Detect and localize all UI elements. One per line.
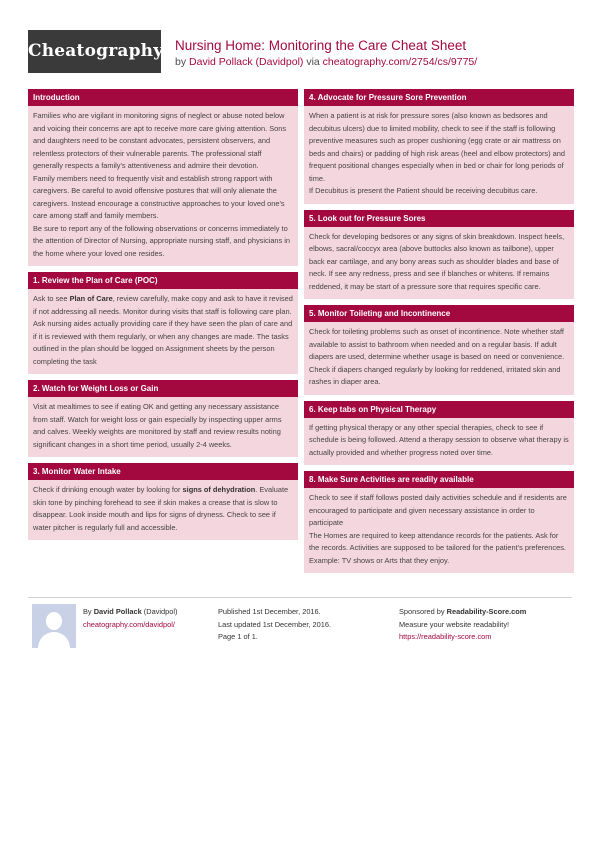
sponsor-link[interactable]: https://readability-score.com [399, 632, 492, 641]
avatar [32, 604, 76, 648]
text-run: Ask to see [33, 294, 70, 303]
section-body [304, 106, 574, 204]
text-run: , review carefully, make copy and ask to have it revised if not addressing all needs. Monitor during visits that staff is following care plan. Ask nursing aides actually providing care if they have seen the plan of care and if it is reviewed with them regularly, or when any changes are made. The tasks outlined in the plan should be logged on Assignment sheets by the person completing the task [33, 294, 293, 366]
sponsor-line [399, 606, 526, 619]
pressure-sores-text: Check for developing bedsores or any signs of skin breakdown. Inspect heels, elbows, sacral/coccyx area (above buttocks also known as tailbone), upper back ear cartilage, and any bony areas such as shoulder blades and base of neck. If see any redness, press and see if blanches or whitens. If remains reddened, it may be start of a pressure sore that requires specific care. [309, 231, 565, 291]
section-heading: 4. Advocate for Pressure Sore Prevention [304, 89, 574, 106]
footer-dates [218, 606, 331, 644]
author-link[interactable]: David Pollack (Davidpol) [189, 56, 304, 68]
published-date: Published 1st December, 2016. [218, 607, 321, 616]
section-heading: 5. Look out for Pressure Sores [304, 210, 574, 227]
section-heading: 8. Make Sure Activities are readily available [304, 471, 574, 488]
section-plan-of-care [28, 272, 298, 374]
text-run: By [83, 607, 94, 616]
page-footer [28, 597, 572, 652]
byline-prefix: by [175, 56, 190, 68]
section-body [28, 397, 298, 457]
section-body [28, 480, 298, 540]
sheet-url-link[interactable]: cheatography.com/2754/cs/9775/ [322, 56, 478, 68]
section-physical-therapy [304, 401, 574, 466]
right-column [304, 89, 574, 579]
intro-paragraph-2: Family members need to frequently visit and establish strong rapport with caregivers. Be careful to avoid offensive postures that will only alienate the caregivers. Instead encourage a constructive approaches to your loved one's care among staff and family members. [33, 173, 285, 220]
footer-sponsor [399, 606, 526, 644]
text-run: Sponsored by [399, 607, 447, 616]
section-heading: 5. Monitor Toileting and Incontinence [304, 305, 574, 322]
text-run: . Evaluate skin tone by pinching forehead to see if skin makes a crease that is slow to disappear. Look inside mouth and lips for signs of dryness. Check to see if water pitcher is regularly full and accessible. [33, 485, 289, 532]
byline-via: via [303, 56, 323, 68]
updated-date: Last updated 1st December, 2016. [218, 619, 331, 629]
water-intake-text [33, 484, 293, 534]
prevention-paragraph-2: If Decubitus is present the Patient should be receiving decubitus care. [309, 186, 538, 195]
footer-author-line [83, 606, 177, 619]
intro-paragraph-3: Be sure to report any of the following observations or concerns immediately to the attention of Director of Nursing, appropriate nursing staff, and physicians in the home where your loved one resides. [33, 223, 291, 258]
weight-text: Visit at mealtimes to see if eating OK and getting any necessary assistance from staff. Watch for weight loss or gain especially by inspecting upper arms and calves. Weekly weights are monitored by staff and review results noting significant changes in a short time period, usually 2-4 weeks. [33, 402, 282, 449]
section-body [28, 289, 298, 374]
bold-term: signs of dehydration [182, 485, 256, 494]
section-pressure-sore-prevention [304, 89, 574, 204]
section-heading: Introduction [28, 89, 298, 106]
activities-paragraph-2: The Homes are required to keep attendance records for the patients. Ask for the records. Activities are supposed to be tailored for the patient's preferences. Example: TV shows or Arts that they enjoy. [309, 530, 566, 565]
section-heading: 1. Review the Plan of Care (POC) [28, 272, 298, 289]
page-header [28, 30, 572, 74]
section-body [304, 418, 574, 466]
sponsor-tagline: Measure your website readability! [399, 619, 510, 629]
section-toileting [304, 305, 574, 395]
section-body [28, 106, 298, 266]
section-pressure-sores [304, 210, 574, 300]
author-profile-link[interactable]: cheatography.com/davidpol/ [83, 619, 175, 629]
byline [175, 56, 477, 68]
cheatography-logo[interactable]: Cheatography [28, 30, 161, 73]
activities-paragraph-1: Check to see if staff follows posted daily activities schedule and if residents are encouraged to participate and given necessary assistance in order to participate [309, 493, 567, 527]
avatar-head-shape [46, 612, 62, 630]
toileting-text: Check for toileting problems such as onset of incontinence. Note whether staff available to assist to bathroom when needed and on a regular basis. If adult diapers are used, determine whether usage is based on need or convenience. Check if diapers changed regularly by looking for reddened, irritated skin and rashes in diaper area. [309, 327, 565, 386]
footer-author [83, 606, 177, 631]
section-activities [304, 471, 574, 573]
section-heading: 6. Keep tabs on Physical Therapy [304, 401, 574, 418]
section-heading: 2. Watch for Weight Loss or Gain [28, 380, 298, 397]
sponsor-name: Readability-Score.com [446, 607, 527, 616]
author-name: David Pollack [93, 607, 142, 616]
text-run: Check if drinking enough water by looking for [33, 485, 183, 494]
prevention-paragraph-1: When a patient is at risk for pressure sores (also known as bedsores and decubitus ulcers) due to limited mobility, check to see if the staff is following preventive measures such as proper cushioning (egg crate or air mattress on beds and chairs) or padding of high risk areas (heel and elbow protectors) and frequent positional changes especially when in bed or chair for long periods of time. [309, 111, 565, 183]
intro-paragraph-1: Families who are vigilant in monitoring signs of neglect or abuse noted below and voicing their concerns are apt to receive more care giving attention. Sons and daughters need to be constant advocates, persistent observers, and relentless protectors of their vulnerable parents. The professional staff generally respects a family's attentiveness and admire their devotion. [33, 111, 287, 170]
page-title: Nursing Home: Monitoring the Care Cheat Sheet [175, 38, 467, 53]
plan-of-care-text [33, 293, 293, 368]
physical-therapy-text: If getting physical therapy or any other special therapies, check to see if schedule is being followed. Attend a therapy session to observe what therapy is actually provided and whether progress noted over time. [309, 422, 569, 457]
bold-term: Plan of Care [69, 294, 113, 303]
section-heading: 3. Monitor Water Intake [28, 463, 298, 480]
author-handle: (Davidpol) [141, 607, 178, 616]
section-introduction [28, 89, 298, 266]
left-column [28, 89, 298, 546]
avatar-shoulders-shape [38, 632, 70, 648]
section-body [304, 322, 574, 395]
section-body [304, 227, 574, 300]
section-weight [28, 380, 298, 457]
section-body [304, 488, 574, 573]
page-count: Page 1 of 1. [218, 632, 258, 641]
section-water-intake [28, 463, 298, 540]
